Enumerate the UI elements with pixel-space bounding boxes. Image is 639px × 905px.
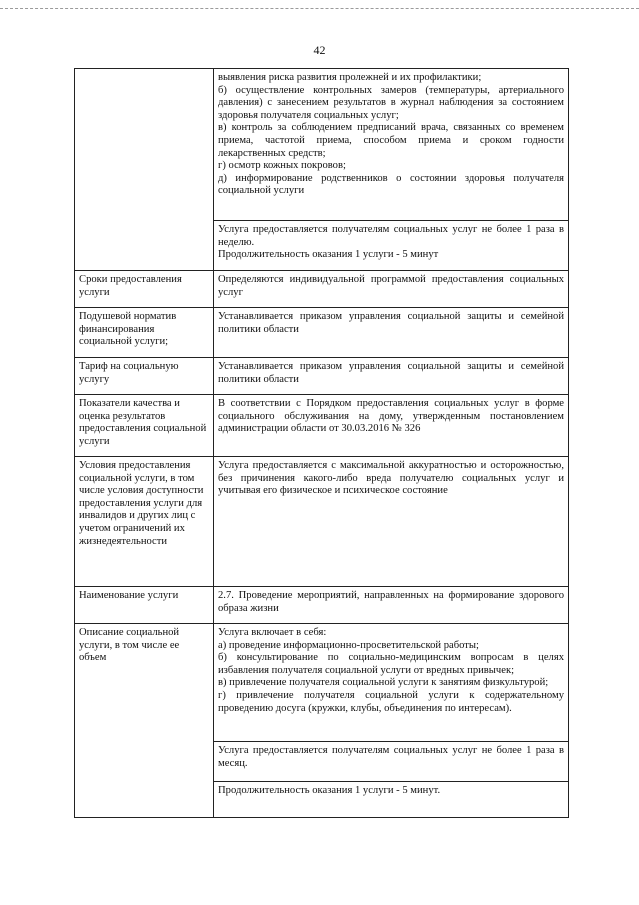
row-label: Описание социальной услуги, в том числе ее объем (75, 624, 214, 818)
content-line: Устанавливается приказом управления социальной защиты и семейной политики области (218, 311, 564, 335)
content-line: 2.7. Проведение мероприятий, направленных на формирование здорового образа жизни (218, 590, 564, 614)
row-content (214, 742, 569, 782)
content-line: б) консультирование по социально-медицинским вопросам в целях избавления получателя социальной услуги от вредных привычек; (218, 652, 564, 676)
row-content (214, 271, 569, 308)
row-content (214, 395, 569, 457)
content-line: Услуга предоставляется получателям социальных услуг не более 1 раза в неделю. (218, 224, 564, 248)
row-label-empty (75, 69, 214, 271)
row-content (214, 69, 569, 221)
content-line: а) проведение информационно-просветительской работы; (218, 639, 479, 651)
content-line: выявления риска развития пролежней и их профилактики; (218, 72, 482, 83)
row-content (214, 308, 569, 358)
table-row (75, 395, 569, 457)
content-line: Услуга предоставляется получателям социальных услуг не более 1 раза в месяц. (218, 745, 564, 769)
content-line: Услуга предоставляется с максимальной аккуратностью и осторожностью, без причинения какого-либо вреда получателю социальных услуг и учитывая его физическое и психическое состояние (218, 460, 564, 497)
table-row (75, 624, 569, 742)
content-line: г) привлечение получателя социальной услуги к содержательному проведению досуга (кружки, клубы, объединения по интересам). (218, 689, 564, 714)
content-line: Продолжительность оказания 1 услуги - 5 минут. (218, 785, 441, 796)
content-line: б) осуществление контрольных замеров (температуры, артериального давления) с занесением результатов в журнал наблюдения за состоянием здоровья получателя социальных услуг; (218, 84, 564, 121)
table-row (75, 308, 569, 358)
content-line: в) контроль за соблюдением предписаний врача, связанных со временем приема, частотой приема, способом приема и сроком годности лекарственных средств; (218, 122, 564, 159)
row-content (214, 457, 569, 587)
row-content (214, 782, 569, 818)
table-row (75, 358, 569, 395)
row-content (214, 624, 569, 742)
row-content (214, 358, 569, 395)
table-row (75, 271, 569, 308)
service-table (74, 68, 569, 818)
table-row (75, 457, 569, 587)
content-line: в) привлечение получателя социальной услуги к занятиям физкультурой; (218, 677, 549, 689)
content-line: Продолжительность оказания 1 услуги - 5 минут (218, 249, 439, 261)
page-number: 42 (313, 43, 326, 57)
row-content (214, 587, 569, 624)
table-row (75, 587, 569, 624)
content-line: Определяются индивидуальной программой предоставления социальных услуг (218, 274, 564, 298)
table-row (75, 69, 569, 221)
row-label: Наименование услуги (75, 587, 214, 624)
row-label: Условия предоставления социальной услуги, в том числе условия доступности предоставления услуги для инвалидов и других лиц с учетом ограничений их жизнедеятельности (75, 457, 214, 587)
row-label: Подушевой норматив финансирования социальной услуги; (75, 308, 214, 358)
content-line: Устанавливается приказом управления социальной защиты и семейной политики области (218, 361, 564, 385)
content-line: Услуга включает в себя: (218, 627, 327, 638)
content-line: г) осмотр кожных покровов; (218, 160, 346, 172)
content-line: В соответствии с Порядком предоставления социальных услуг в форме социального обслуживания на дому, утвержденным постановлением администрации области от 30.03.2016 № 326 (218, 398, 564, 435)
row-label: Показатели качества и оценка результатов предоставления социальной услуги (75, 395, 214, 457)
row-content (214, 221, 569, 271)
content-line: д) информирование родственников о состоянии здоровья получателя социальной услуги (218, 172, 564, 197)
row-label: Тариф на социальную услугу (75, 358, 214, 395)
row-label: Сроки предоставления услуги (75, 271, 214, 308)
scan-edge-line (0, 8, 639, 9)
